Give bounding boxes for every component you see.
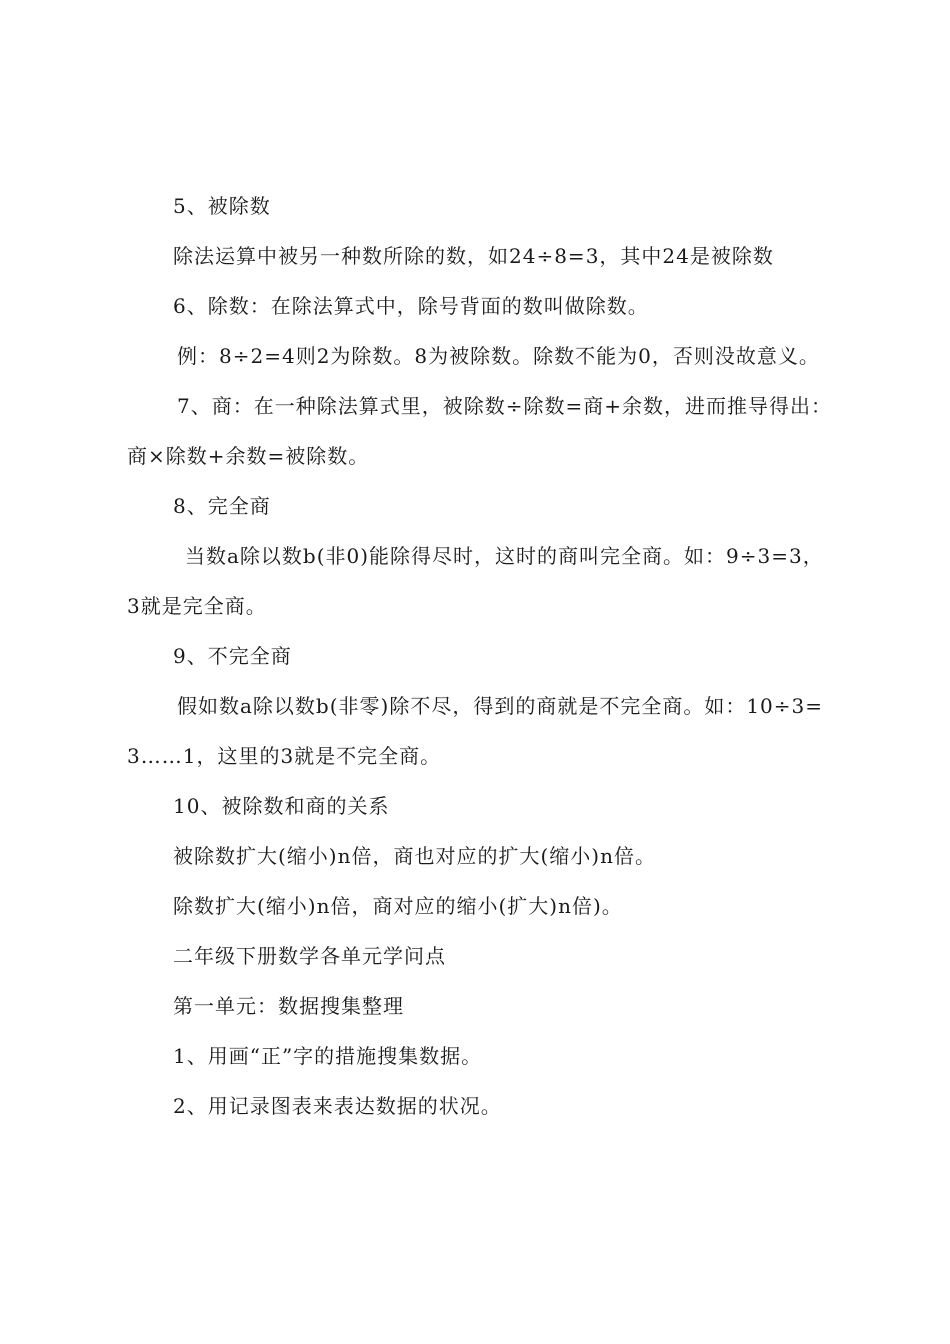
heading-unit-one: 第一单元：数据搜集整理 [173, 994, 404, 1018]
paragraph-complete-quotient: 当数a除以数b(非0)能除得尽时，这时的商叫完全商。如：9÷3=3，3就是完全商。 [127, 544, 824, 618]
paragraph-relation-rule-1: 被除数扩大(缩小)n倍，商也对应的扩大(缩小)n倍。 [173, 844, 656, 868]
paragraph-incomplete-quotient: 假如数a除以数b(非零)除不尽，得到的商就是不完全商。如：10÷3=3……1，这里的3就是不完全商。 [127, 694, 824, 768]
heading-complete-quotient: 8、完全商 [173, 494, 271, 518]
paragraph-divisor-definition: 6、除数：在除法算式中，除号背面的数叫做除数。 [173, 294, 649, 318]
paragraph-dividend-definition: 除法运算中被另一种数所除的数，如24÷8=3，其中24是被除数 [173, 244, 774, 268]
paragraph-relation-rule-2: 除数扩大(缩小)n倍，商对应的缩小(扩大)n倍)。 [173, 894, 623, 918]
paragraph-divisor-example: 例：8÷2=4则2为除数。8为被除数。除数不能为0，否则没故意义。 [177, 344, 820, 368]
heading-dividend: 5、被除数 [173, 194, 271, 218]
paragraph-unit-one-point-2: 2、用记录图表来表达数据的状况。 [173, 1094, 502, 1118]
document-body [127, 181, 833, 1131]
heading-dividend-quotient-relation: 10、被除数和商的关系 [173, 794, 390, 818]
paragraph-unit-one-point-1: 1、用画“正”字的措施搜集数据。 [173, 1044, 483, 1068]
heading-grade-two-math: 二年级下册数学各单元学问点 [173, 944, 446, 968]
heading-incomplete-quotient: 9、不完全商 [173, 644, 292, 668]
paragraph-quotient-definition: 7、商：在一种除法算式里，被除数÷除数=商+余数，进而推导得出：商×除数+余数=被除数。 [127, 394, 832, 468]
